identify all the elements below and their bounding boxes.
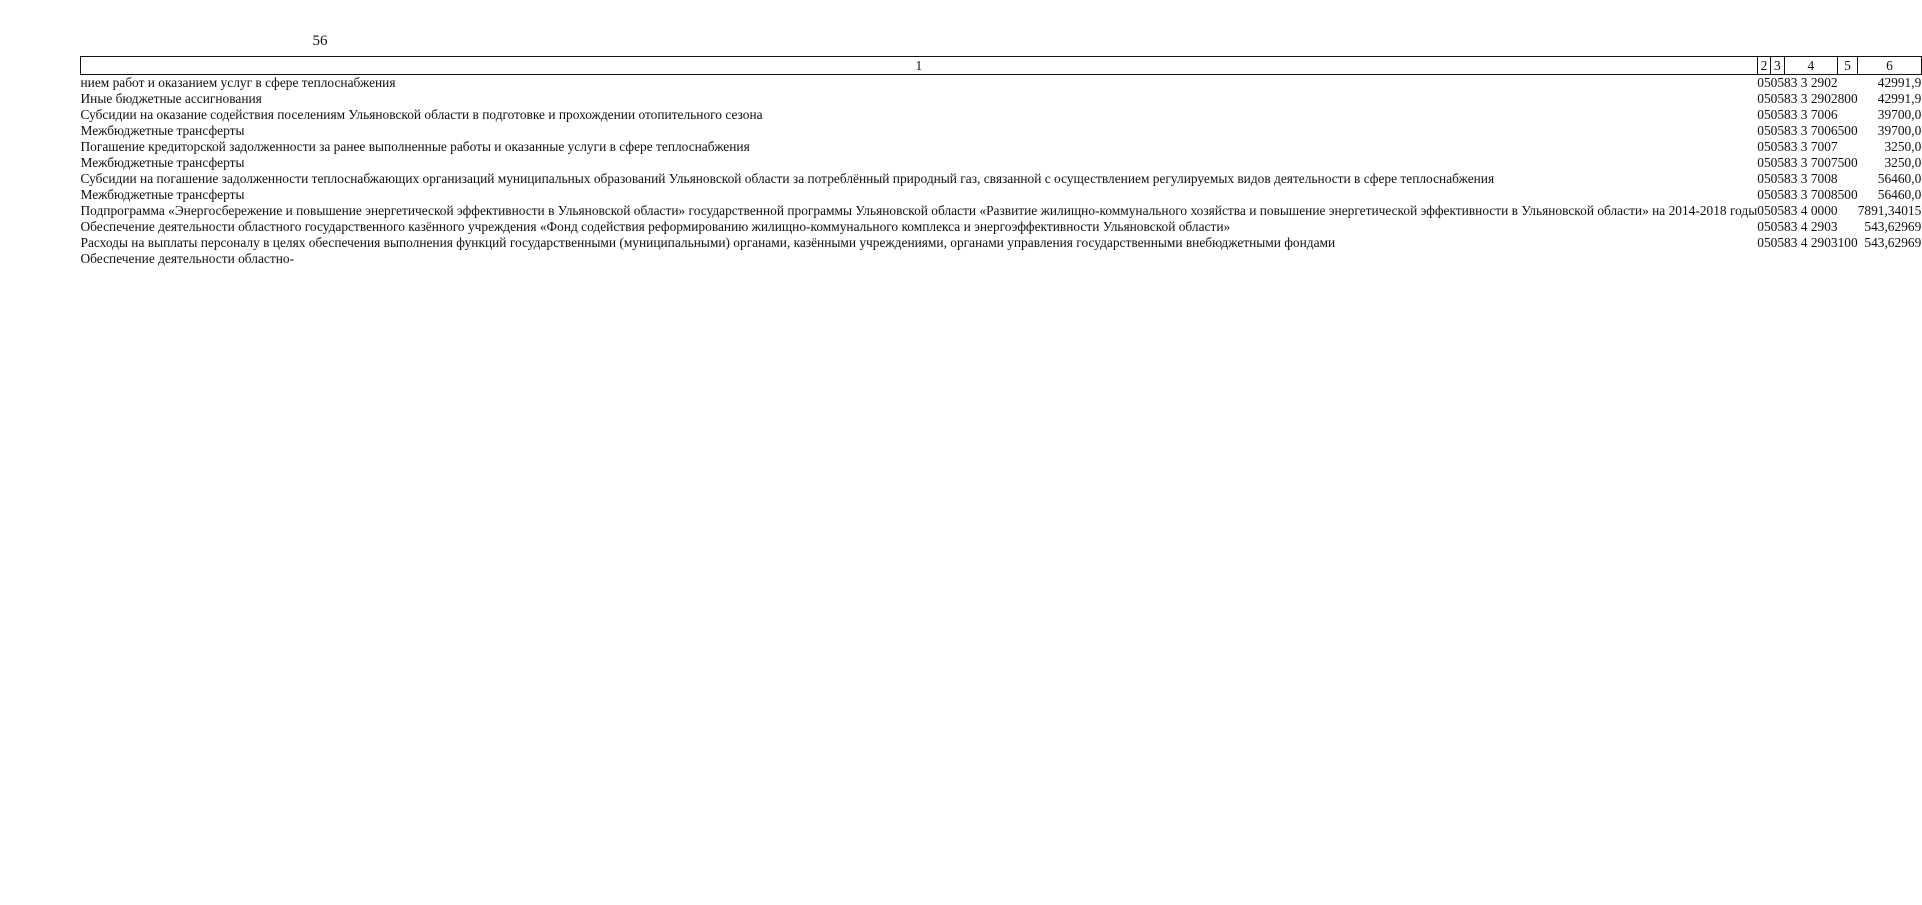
row-subsection-code: 05 [1770,107,1785,122]
row-description: нием работ и оказанием услуг в сфере теплоснабжения [80,75,396,90]
table-row [81,155,1922,171]
row-section-code: 05 [1757,155,1771,170]
column-header-1: 1 [81,57,1758,75]
row-description: Субсидии на оказание содействия поселениям Ульяновской области в подготовке и прохождении отопительного сезона [80,107,763,122]
row-section-code: 05 [1757,235,1771,250]
row-section-code: 05 [1757,91,1771,106]
row-subsection-code: 05 [1770,91,1785,106]
row-amount: 39700,0 [1877,123,1922,138]
row-amount: 3250,0 [1884,155,1922,170]
row-section-code: 05 [1757,171,1771,186]
row-target-article-code: 83 3 2902 [1784,91,1838,106]
row-expense-type-code [1838,251,1858,267]
row-target-article-code: 83 3 2902 [1784,75,1838,90]
row-section-code [1757,251,1770,267]
row-target-article-code: 83 4 2903 [1784,219,1838,234]
row-subsection-code: 05 [1770,187,1785,202]
table-row [81,91,1922,107]
row-amount: 56460,0 [1877,187,1922,202]
row-description: Обеспечение деятельности областного государственного казённого учреждения «Фонд содействия реформированию жилищно-коммунального комплекса и энергоэффективности Ульяновской области» [80,219,1231,234]
column-header-2: 2 [1757,57,1770,75]
row-description: Подпрограмма «Энергосбережение и повышение энергетической эффективности в Ульяновской области» государственной программы Ульяновской области «Развитие жилищно-коммунального хозяйства и повышение энергетической эффективности в Ульяновской области» на 2014-2018 годы [80,203,1758,218]
row-target-article-code [1784,251,1838,267]
table-row [81,107,1922,123]
row-expense-type-code: 500 [1837,155,1858,170]
row-description: Субсидии на погашение задолженности теплоснабжающих организаций муниципальных образований Ульяновской области за потреблённый природный газ, связанной с осуществлением регулируемых видов деятельности в сфере теплоснабжения [80,171,1495,186]
row-description: Межбюджетные трансферты [80,155,245,170]
column-header-3: 3 [1771,57,1784,75]
row-target-article-code: 83 4 0000 [1784,203,1838,218]
row-subsection-code: 05 [1770,139,1785,154]
row-expense-type-code [1838,219,1858,235]
table-row [81,171,1922,187]
row-target-article-code: 83 3 7008 [1784,187,1838,202]
row-target-article-code: 83 3 7006 [1784,107,1838,122]
row-target-article-code: 83 3 7006 [1784,123,1838,138]
row-expense-type-code [1838,75,1858,92]
row-section-code: 05 [1757,219,1771,234]
row-section-code: 05 [1757,139,1771,154]
row-expense-type-code: 100 [1837,235,1858,250]
column-header-6: 6 [1858,57,1922,75]
table-row [81,139,1922,155]
table-header-row [81,57,1922,75]
row-target-article-code: 83 3 7008 [1784,171,1838,186]
table-row [81,123,1922,139]
row-amount: 3250,0 [1884,139,1922,154]
table-body [81,75,1922,268]
row-expense-type-code: 800 [1837,91,1858,106]
row-section-code: 05 [1757,187,1771,202]
row-subsection-code: 05 [1770,155,1785,170]
row-description: Иные бюджетные ассигнования [80,91,262,106]
column-header-4: 4 [1784,57,1838,75]
row-section-code: 05 [1757,75,1771,90]
row-expense-type-code [1838,139,1858,155]
row-section-code: 05 [1757,123,1771,138]
row-expense-type-code [1838,107,1858,123]
table-row [81,219,1922,235]
budget-table [80,56,1922,267]
row-amount: 543,62969 [1864,235,1922,250]
row-subsection-code [1771,251,1784,267]
row-expense-type-code [1838,171,1858,187]
row-description: Обеспечение деятельности областно- [80,251,295,266]
row-subsection-code: 05 [1770,123,1785,138]
row-subsection-code: 05 [1770,203,1785,218]
page-number: 56 [312,33,328,49]
row-expense-type-code: 500 [1837,187,1858,202]
row-section-code: 05 [1757,203,1771,218]
row-section-code: 05 [1757,107,1771,122]
row-subsection-code: 05 [1770,171,1785,186]
row-subsection-code: 05 [1770,75,1785,90]
row-description: Межбюджетные трансферты [80,123,245,138]
table-row [81,187,1922,203]
row-description: Расходы на выплаты персоналу в целях обеспечения выполнения функций государственными (муниципальными) органами, казёнными учреждениями, органами управления государственными внебюджетными фондами [80,235,1336,250]
table-row [81,235,1922,251]
table-row [81,251,1922,267]
row-description: Погашение кредиторской задолженности за ранее выполненные работы и оказанные услуги в сфере теплоснабжения [80,139,750,154]
row-expense-type-code: 500 [1837,123,1858,138]
row-expense-type-code [1838,203,1858,219]
row-amount: 543,62969 [1864,219,1922,234]
row-amount: 7891,34015 [1857,203,1922,218]
row-amount: 39700,0 [1877,107,1922,122]
row-amount: 56460,0 [1877,171,1922,186]
row-subsection-code: 05 [1770,235,1785,250]
table-row [81,75,1922,92]
row-target-article-code: 83 4 2903 [1784,235,1838,250]
row-amount: 42991,9 [1877,91,1922,106]
row-subsection-code: 05 [1770,219,1785,234]
row-amount [1858,251,1922,267]
row-target-article-code: 83 3 7007 [1784,155,1838,170]
row-amount: 42991,9 [1877,75,1922,90]
table-row [81,203,1922,219]
column-header-5: 5 [1838,57,1858,75]
row-description: Межбюджетные трансферты [80,187,245,202]
row-target-article-code: 83 3 7007 [1784,139,1838,154]
